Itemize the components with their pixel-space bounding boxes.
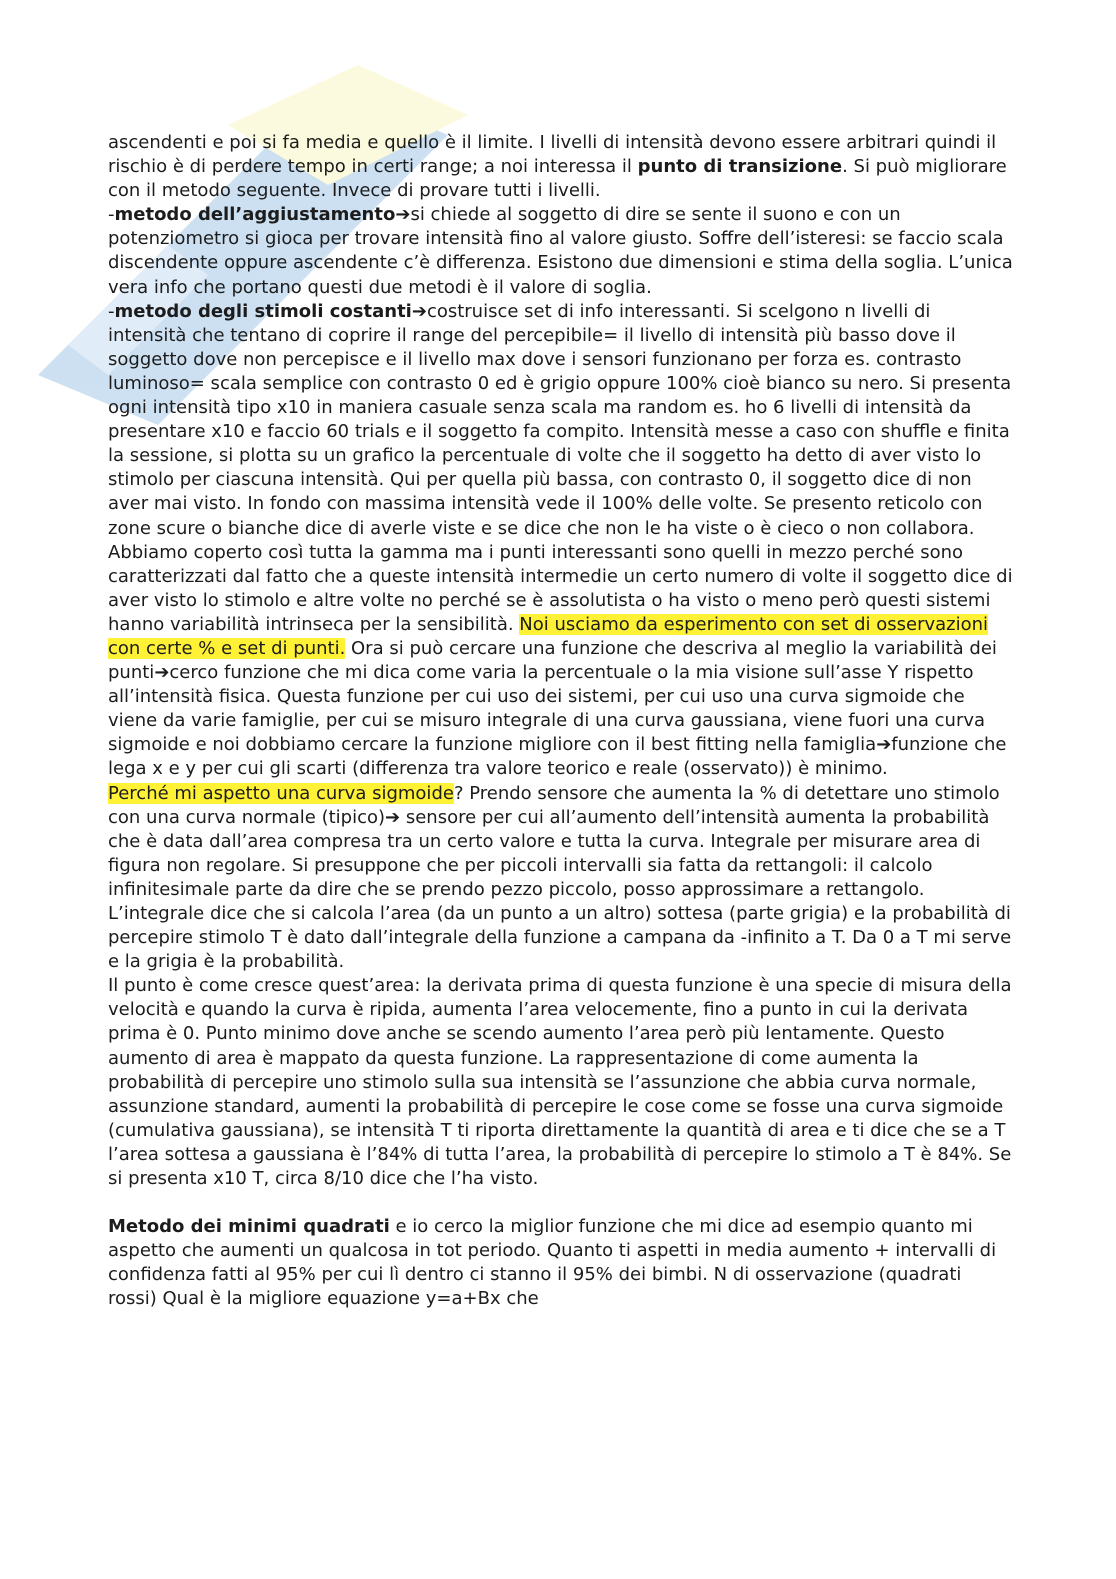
arrow-icon: ➔ [411, 300, 427, 322]
paragraph-sigmoide: Perché mi aspetto una curva sigmoide? Prendo sensore che aumenta la % di detettare uno stimolo con una curva normale (tipico)➔ sensore per cui all’aumento dell’intensità aumenta la probabilità che è data dall’area compresa tra un certo valore e tutta la curva. Integrale per misurare area di figura non regolare. Si presuppone che per piccoli intervalli sia fatta da rettangoli: il calcolo infinitesimale parte da dire che se prendo pezzo piccolo, posso approssimare a rettangolo. L’integrale dice che si calcola l’area (da un punto a un altro) sottesa (parte grigia) e la probabilità di percepire stimolo T è dato dall’integrale della funzione a campana da -infinito a T. Da 0 a T mi serve e la grigia è la probabilità. [108, 782, 1012, 973]
arrow-icon: ➔ [395, 204, 411, 226]
arrow-icon: ➔ [154, 662, 170, 684]
bold-term: metodo dell’aggiustamento [114, 204, 396, 226]
document-page [108, 131, 1013, 1312]
arrow-icon: ➔ [385, 806, 401, 828]
highlighted-text: Noi usciamo da esperimento con set di osservazioni con certe % e set di punti. [108, 613, 989, 659]
paragraph-minimi-quadrati: Metodo dei minimi quadrati e io cerco la miglior funzione che mi dice ad esempio quanto mi aspetto che aumenti un qualcosa in tot periodo. Quanto ti aspetti in media aumento + intervalli di confidenza fatti al 95% per cui lì dentro ci stanno il 95% dei bimbi. N di osservazione (quadrati rossi) Qual è la migliore equazione y=a+Bx che [108, 1216, 997, 1310]
bold-term: punto di transizione [637, 156, 843, 178]
arrow-icon: ➔ [876, 734, 892, 756]
paragraph-intro: ascendenti e poi si fa media e quello è il limite. I livelli di intensità devono essere arbitrari quindi il rischio è di perdere tempo in certi range; a noi interessa il punto di transizione. Si può migliorare con il metodo seguente. Invece di provare tutti i livelli. [108, 132, 1007, 202]
paragraph-stimoli-costanti: -metodo degli stimoli costanti➔costruisce set di info interessanti. Si scelgono n livelli di intensità che tentano di coprire il range del percepibile= il livello di intensità più basso dove il soggetto dove non percepisce e il livello max dove i sensori funzionano per forza es. contrasto luminoso= scala semplice con contrasto 0 ed è grigio oppure 100% cioè bianco su nero. Si presenta ogni intensità tipo x10 in maniera casuale senza scala ma random es. ho 6 livelli di intensità da presentare x10 e faccio 60 trials e il soggetto fa compito. Intensità messe a caso con shuffle e finita la sessione, si plotta su un grafico la percentuale di volte che il soggetto ha detto di aver visto lo stimolo per ciascuna intensità. Qui per quella più bassa, con contrasto 0, il soggetto dice di non aver mai visto. In fondo con massima intensità vede il 100% delle volte. Se presento reticolo con zone scure o bianche dice di averle viste e se dice che non le ha viste o è cieco o non collabora. Abbiamo coperto così tutta la gamma ma i punti interessanti sono quelli in mezzo perché sono caratterizzati dal fatto che a queste intensità intermedie un certo numero di volte il soggetto dice di aver visto lo stimolo e altre volte no perché se è assolutista o ha visto o meno però questi sistemi hanno variabilità intrinseca per la sensibilità. Noi usciamo da esperimento con set di osservazioni con certe % e set di punti. Ora si può cercare una funzione che descriva al meglio la variabilità dei punti➔cerco funzione che mi dica come varia la percentuale o la mia visione sull’asse Y rispetto all’intensità fisica. Questa funzione per cui uso dei sistemi, per cui uso una curva sigmoide che viene da varie famiglie, per cui se misuro integrale di una curva gaussiana, viene fuori una curva sigmoide e noi dobbiamo cercare la funzione migliore con il best fitting nella famiglia➔funzione che lega x e y per cui gli scarti (differenza tra valore teorico e reale (osservato)) è minimo. [108, 300, 1013, 780]
paragraph-metodo-aggiustamento: -metodo dell’aggiustamento➔si chiede al soggetto di dire se sente il suono e con un potenziometro si gioca per trovare intensità fino al valore giusto. Soffre dell’isteresi: se faccio scala discendente oppure ascendente c’è differenza. Esistono due dimensioni e stima della soglia. L’unica vera info che portano questi due metodi è il valore di soglia. [108, 204, 1013, 298]
bold-term: metodo degli stimoli costanti [114, 300, 412, 322]
bold-term: Metodo dei minimi quadrati [108, 1216, 390, 1238]
highlighted-text: Perché mi aspetto una curva sigmoide [108, 782, 454, 804]
paragraph-derivata: Il punto è come cresce quest’area: la derivata prima di questa funzione è una specie di misura della velocità e quando la curva è ripida, aumenta l’area velocemente, fino a punto in cui la derivata prima è 0. Punto minimo dove anche se scendo aumento l’area però più lentamente. Questo aumento di area è mappato da questa funzione. La rappresentazione di come aumenta la probabilità di percepire uno stimolo sulla sua intensità se l’assunzione che abbia curva normale, assunzione standard, aumenti la probabilità di percepire le cose come se fosse una curva sigmoide (cumulativa gaussiana), se intensità T ti riporta direttamente la quantità di area e ti dice che se a T l’area sottesa a gaussiana è l’84% di tutta l’area, la probabilità di percepire lo stimolo a T è 84%. Se si presenta x10 T, circa 8/10 dice che l’ha visto. [108, 975, 1012, 1190]
